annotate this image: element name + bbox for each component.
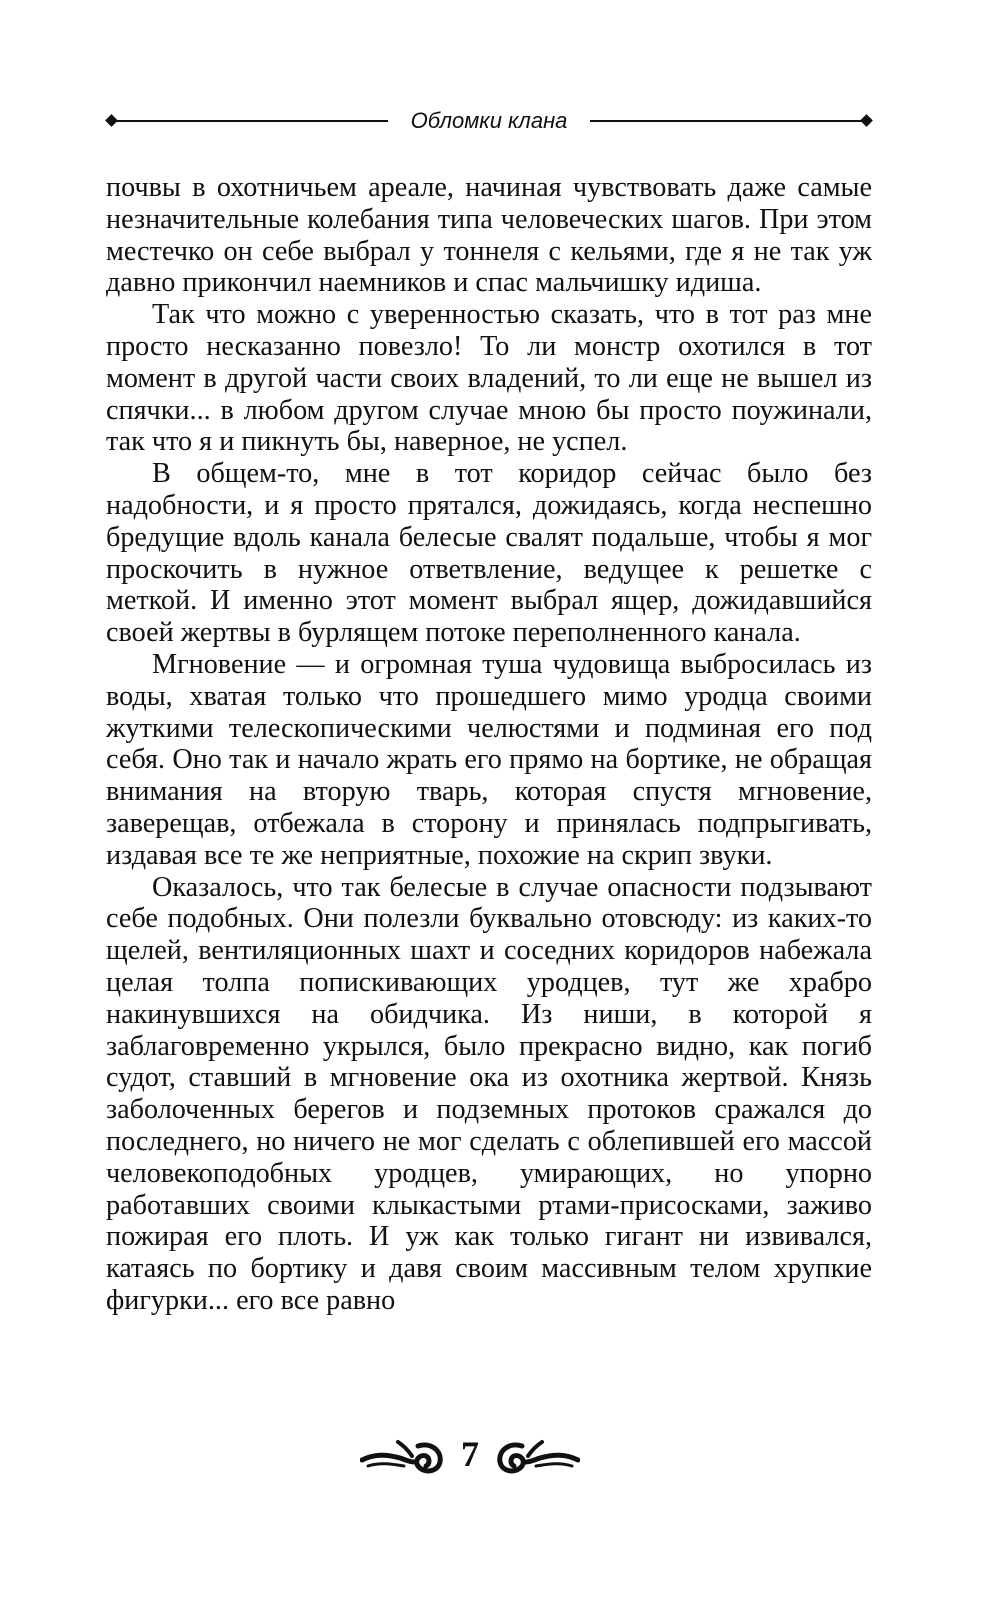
- page-footer: [360, 1428, 580, 1484]
- page-body: [106, 172, 872, 1317]
- paragraph: В общем-то, мне в тот коридор сейчас было без надобности, и я просто прятался, дожидаясь, когда неспешно бредущие вдоль канала белесые свалят подальше, чтобы я мог проскочить в нужное ответвление, ведущее к решетке с меткой. И именно этот момент выбрал ящер, дожидавшийся своей жертвы в бурлящем потоке переполненного канала.: [106, 458, 872, 649]
- header-title: Обломки клана: [410, 108, 568, 133]
- header-rule-right: [590, 120, 864, 122]
- scroll-ornament-left-icon: [360, 1436, 446, 1476]
- paragraph: Так что можно с уверенностью сказать, что в тот раз мне просто несказанно повезло! То ли монстр охотился в тот момент в другой части своих владений, то ли еще не вышел из спячки... в любом другом случае мною бы просто поужинали, так что я и пикнуть бы, наверное, не успел.: [106, 299, 872, 458]
- page-number: 7: [461, 1434, 479, 1474]
- scroll-ornament-right-icon: [494, 1436, 580, 1476]
- paragraph: Мгновение — и огромная туша чудовища выбросилась из воды, хватая только что прошедшего мимо уродца своими жуткими телескопическими челюстями и подминая его под себя. Оно так и начало жрать его прямо на бортике, не обращая внимания на вторую тварь, которая спустя мгновение, заверещав, отбежала в сторону и принялась подпрыгивать, издавая все те же неприятные, похожие на скрип звуки.: [106, 648, 872, 871]
- paragraph: Оказалось, что так белесые в случае опасности подзывают себе подобных. Они полезли буквально отовсюду: из каких-то щелей, вентиляционных шахт и соседних коридоров набежала целая толпа попискивающих уродцев, тут же храбро накинувшихся на обидчика. Из ниши, в которой я заблаговременно укрылся, было прекрасно видно, как погиб судот, ставший в мгновение ока из охотника жертвой. Князь заболоченных берегов и подземных протоков сражался до последнего, но ничего не мог сделать с облепившей его массой человекоподобных уродцев, умирающих, но упорно работавших своими клыкастыми ртами-присосками, заживо пожирая его плоть. И уж как только гигант ни извивался, катаясь по бортику и давя своим массивным телом хрупкие фигурки... его все равно: [106, 871, 872, 1316]
- paragraph: почвы в охотничьем ареале, начиная чувствовать даже самые незначительные колебания типа человеческих шагов. При этом местечко он себе выбрал у тоннеля с кельями, где я не так уж давно прикончил наемников и спас мальчишку идиша.: [106, 172, 872, 299]
- running-header: [106, 104, 872, 138]
